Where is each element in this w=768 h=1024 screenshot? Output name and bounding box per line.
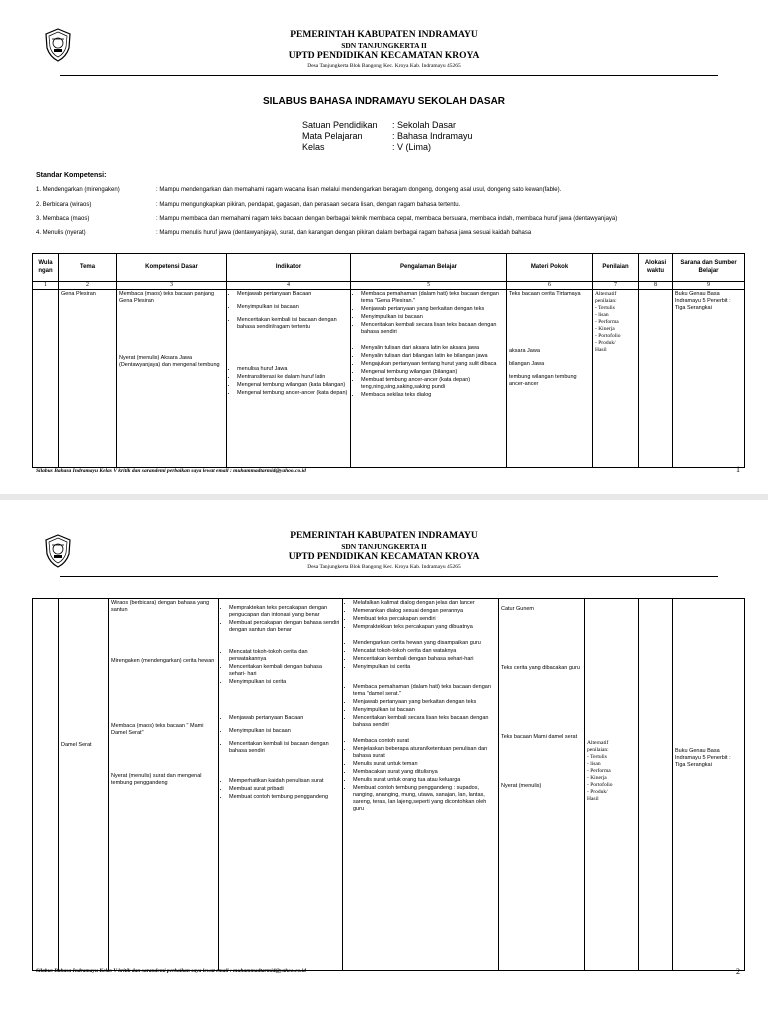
table-row [33, 290, 745, 468]
penilaian-line: Hasil [595, 347, 607, 353]
cell-alokasi [639, 290, 673, 468]
cell-indikator [227, 290, 351, 468]
header-line-2: SDN TANJUNGKERTA II [341, 41, 427, 50]
penilaian-line: - Produk/ [587, 789, 608, 795]
list-item: • Menceritakan kembali secara lisan teks bacaan dengan bahasa sendiri [361, 322, 504, 336]
penilaian-line: Alternatif [587, 740, 609, 746]
indikator-list [221, 649, 340, 686]
page-title: SILABUS BAHASA INDRAMAYU SEKOLAH DASAR [262, 96, 506, 107]
materi-item: tembung wilangan tembung ancer-ancer [509, 374, 577, 387]
identity-key: Mata Pelajaran [302, 131, 363, 141]
header-line-1: PEMERINTAH KABUPATEN INDRAMAYU [290, 30, 478, 40]
list-item: • Mempraktekan teks percakapan dengan pengucapan dan intonasi yang benar [229, 605, 340, 619]
cell-alokasi [639, 599, 673, 971]
page-number: 2 [736, 967, 740, 976]
list-item: • Mencatat tokoh-tokoh cerita dan wataknya [353, 648, 496, 655]
list-item: • Menceritakan kembali isi bacaan dengan bahasa sendiri [229, 741, 340, 755]
tema-item: Damel Serat [61, 742, 92, 748]
cell-tema: Gena Plesiran [59, 290, 117, 468]
list-item: • Membaca sekilas teks dialog [361, 392, 504, 399]
materi-item: Nyerat (menulis) [501, 783, 542, 789]
list-item: • Membacakan surat yang ditulisnya [353, 769, 496, 776]
materi-item: Teks cerita yang dibacakan guru [501, 665, 580, 671]
list-item: • menulisa huruf Jawa [237, 366, 348, 373]
header-address: Desa Tanjungkerta Blok Bangong Kec. Kroya Kab. Indramayu 45265 [307, 564, 461, 570]
col-number: 4 [227, 282, 351, 290]
col-header: Tema [59, 254, 117, 282]
list-item: • Membuat surat pribadi [229, 786, 340, 793]
page-1 [0, 0, 768, 494]
materi-item: Teks bacaan cerita Tirtamaya [509, 291, 581, 297]
penilaian-line: Alternatif [595, 291, 617, 297]
page-number: 1 [736, 465, 740, 474]
list-item: • Membuat teks percakapan sendiri [353, 616, 496, 623]
sk-value: : Mampu mengungkapkan pikiran, pendapat, gagasan, dan perasaan secara lisan, dengan ragam bahasa tertentu. [156, 202, 461, 208]
header-divider [60, 576, 718, 577]
syllabus-table [32, 253, 745, 468]
list-item: • Mengenal tembung wilangan (kata bilangan) [237, 382, 348, 389]
penilaian-line: - Produk/ [595, 340, 616, 346]
cell-wulangan [33, 599, 59, 971]
list-item: • Menceritakan kembali dengan bahasa sehari-hari [353, 656, 496, 663]
list-item: • Membuat contoh tembung penggandeng : supados, nanging, ananging, mung, utawa, sanajan, lan, lantas, sareng, teras, lan lajeng,seperti yang dicontohkan oleh guru [353, 785, 496, 813]
col-number: 7 [593, 282, 639, 290]
indikator-list [229, 291, 348, 331]
cell-materi [499, 599, 585, 971]
indikator-list [221, 605, 340, 634]
col-header: Sarana dan Sumber Belajar [673, 254, 745, 282]
identity-block [302, 120, 473, 153]
page-footer: Silabus Bahasa Indramayu Kelas V kritik dan sarandemi perbaikan saya lewat email : muhammadtarmid@yahoo.co.id [36, 968, 306, 974]
penilaian-line: - lisan [595, 312, 609, 318]
header-line-3: UPTD PENDIDIKAN KECAMATAN KROYA [288, 51, 480, 61]
list-item: • Menyimpulkan isi bacaan [361, 314, 504, 321]
list-item: • Membuat contoh tembung penggandeng [229, 794, 340, 801]
kd-item: Nyerat (menulis) Aksara Jawa (Dentawyanjaya) dan mengenal tembung [119, 355, 220, 368]
sk-item [36, 216, 756, 222]
list-item: • Mengajukan pertanyaan tentang hurut yang sulit dibaca [361, 361, 504, 368]
list-item: • Menjelaskan beberapa aturan/ketentuan penulisan dan bahasa surat [353, 746, 496, 760]
cell-tema [59, 599, 109, 971]
materi-item: bilangan Jawa [509, 361, 545, 367]
sk-key: 2. Berbicara (wiraos) [36, 202, 92, 208]
list-item: • Menjawab pertanyaan yang berkaitan dengan teks [353, 699, 496, 706]
page-footer: Silabus Bahasa Indramayu Kelas V kritik dan sarandemi perbaikan saya lewat email : muhammadtarmid@yahoo.co.id [36, 468, 306, 474]
list-item: • Menceritakan kembali secara lisan teks bacaan dengan bahasa sendiri [353, 715, 496, 729]
identity-row [302, 142, 473, 153]
table-row [33, 599, 745, 971]
penilaian-line: - Kinerja [595, 326, 615, 332]
pengalaman-list [345, 640, 496, 671]
pengalaman-list [353, 345, 504, 399]
penilaian-line: - Performa [587, 768, 611, 774]
list-item: • Menceritakan kembali dengan bahasa sehari- hari [229, 664, 340, 678]
identity-row [302, 131, 473, 142]
list-item: • Menyimpulkan isi cerita [353, 664, 496, 671]
col-header: Indikator [227, 254, 351, 282]
penilaian-line: - Portofolio [587, 782, 613, 788]
indikator-list [229, 366, 348, 397]
list-item: • Menceritakan kembali isi bacaan dengan bahasa sendiri/ragam tertentu [237, 317, 348, 331]
col-number: 1 [33, 282, 59, 290]
penilaian-line: - Kinerja [587, 775, 607, 781]
list-item: • Memperhatikan kaidah penulisan surat [229, 778, 340, 785]
col-number: 5 [351, 282, 507, 290]
identity-value: : V (Lima) [392, 142, 432, 152]
list-item: • Mentransliterasi ke dalam huruf latin [237, 374, 348, 381]
col-number: 8 [639, 282, 673, 290]
column-number-row [33, 282, 745, 290]
pengalaman-list [353, 291, 504, 336]
col-header: Pengalaman Belajar [351, 254, 507, 282]
kd-item: Membaca (maos) teks bacaan " Mami Damel Serat" [111, 723, 204, 736]
col-header: Penilaian [593, 254, 639, 282]
cell-penilaian [593, 290, 639, 468]
list-item: • Mendengarkan cerita hewan yang disampaikan guru [353, 640, 496, 647]
col-header: Wula ngan [33, 254, 59, 282]
header-line-1: PEMERINTAH KABUPATEN INDRAMAYU [290, 531, 478, 541]
page-2 [0, 500, 768, 1024]
cell-indikator [219, 599, 343, 971]
cell-kompetensi [109, 599, 219, 971]
sk-key: 3. Membaca (maos) [36, 216, 90, 222]
list-item: • Membuat percakapan dengan bahasa sendiri dengan santun dan benar [229, 620, 340, 634]
materi-item: Teks bacaan Mami damel serat [501, 734, 578, 740]
col-header: Kompetensi Dasar [117, 254, 227, 282]
list-item: • Membuat tembung ancer-ancer (kata depan) teng,ning,sing,saking,saking pundi [361, 377, 504, 391]
header-line-3: UPTD PENDIDIKAN KECAMATAN KROYA [288, 552, 480, 562]
cell-materi [507, 290, 593, 468]
sk-value: : Mampu mendengarkan dan memahami ragam wacana lisan melalui mendengarkan beragam dongeng, dongeng asal usul, dongeng sato kewan(fable). [156, 187, 562, 193]
identity-key: Kelas [302, 142, 325, 152]
letterhead [0, 30, 768, 71]
list-item: • Menyimpulkan isi bacaan [229, 728, 340, 735]
list-item: • Menjawab pertanyaan Bacaan [237, 291, 348, 298]
col-number: 3 [117, 282, 227, 290]
header-divider [60, 75, 718, 76]
col-number: 6 [507, 282, 593, 290]
cell-sarana: Buku Genau Basa Indramayu 5 Penerbit : Tiga Serangkai [673, 290, 745, 468]
list-item: • Membaca contoh surat [353, 738, 496, 745]
list-item: • Mengenal tembung ancer-ancer (kata depan) [237, 390, 348, 397]
identity-value: : Bahasa Indramayu [392, 131, 473, 141]
sk-value: : Mampu membaca dan memahami ragam teks bacaan dengan berbagai teknik membaca cepat, membaca bersuara, membaca indah, membaca huruf jawa (dentawyanjaya) [156, 216, 618, 222]
list-item: • Menulis surat untuk orang tua atau keluarga [353, 777, 496, 784]
sarana-item: Buku Genau Basa Indramayu 5 Penerbit : Tiga Serangkai [675, 748, 731, 768]
cell-kompetensi [117, 290, 227, 468]
sk-item [36, 202, 756, 208]
list-item: • Mempraktekkan teks percakapan yang dibuatnya [353, 624, 496, 631]
cell-sarana [673, 599, 745, 971]
col-number: 2 [59, 282, 117, 290]
cell-penilaian [585, 599, 639, 971]
penilaian-line: - lisan [587, 761, 601, 767]
header-address: Desa Tanjungkerta Blok Bangong Kec. Kroya Kab. Indramayu 45265 [307, 63, 461, 69]
list-item: • Menyimpulkan isi bacaan [237, 304, 348, 311]
list-item: • Menjawab pertanyaan Bacaan [229, 715, 340, 722]
pengalaman-list [345, 684, 496, 729]
sk-item [36, 230, 756, 236]
standar-kompetensi-title: Standar Kompetensi: [36, 172, 107, 179]
kd-item: Membaca (maos) teks bacaan panjang Gena Plesiran [119, 291, 215, 304]
materi-item: Catur Gunem [501, 606, 535, 612]
letterhead [0, 531, 768, 572]
penilaian-line: penilaian: [595, 298, 617, 304]
list-item: • Membaca pemahaman (dalam hati) teks bacaan dengan tema "Gena Plesiran." [361, 291, 504, 305]
list-item: • Menyimpulkan isi bacaan [353, 707, 496, 714]
penilaian-line: - Portofolio [595, 333, 621, 339]
list-item: • Memerankan dialog sesuai dengan perannya [353, 608, 496, 615]
cell-pengalaman [343, 599, 499, 971]
syllabus-table-continued [32, 598, 745, 971]
kd-item: Mirengaken (mendengarkan) cerita hewan [111, 658, 215, 664]
penilaian-line: penilaian: [587, 747, 609, 753]
list-item: • Menulis surat untuk teman [353, 761, 496, 768]
kd-item: Wiraos (berbicara) dengan bahasa yang santun [111, 600, 210, 613]
list-item: • Menjawab pertanyaan yang berkaitan dengan teks [361, 306, 504, 313]
header-line-2: SDN TANJUNGKERTA II [341, 542, 427, 551]
penilaian-line: - Tertulis [595, 305, 615, 311]
list-item: • Menyalin tulisan dari aksara latin ke aksara jawa [361, 345, 504, 352]
col-header: Alokasi waktu [639, 254, 673, 282]
list-item: • Membaca pemahaman (dalam hati) teks bacaan dengan tema "damel serat." [353, 684, 496, 698]
cell-wulangan [33, 290, 59, 468]
sk-key: 1. Mendengarkan (mirengaken) [36, 187, 120, 193]
list-item: • Mencatat tokoh-tokoh cerita dan perwatakannya [229, 649, 340, 663]
cell-pengalaman [351, 290, 507, 468]
sk-value: : Mampu menulis huruf jawa (dentawyanjaya), surat, dan karangan dengan pikiran dalam berbagai ragam bahasa jawa sesuai kaidah bahasa [156, 230, 532, 236]
indikator-list [221, 715, 340, 755]
pengalaman-list [345, 738, 496, 813]
identity-key: Satuan Pendidikan [302, 120, 378, 130]
materi-item: aksara Jawa [509, 348, 540, 354]
list-item: • Melafalkan kalimat dialog dengan jelas dan lancer [353, 600, 496, 607]
kd-item: Nyerat (menulis) surat dan mengenal tembung penggandeng [111, 773, 202, 786]
sk-item [36, 187, 756, 193]
identity-row [302, 120, 473, 131]
col-header: Materi Pokok [507, 254, 593, 282]
sk-key: 4. Menulis (nyerat) [36, 230, 86, 236]
pengalaman-list [345, 600, 496, 631]
col-number: 9 [673, 282, 745, 290]
table-header-row [33, 254, 745, 282]
penilaian-line: Hasil [587, 796, 599, 802]
list-item: • Menyalin tulisan dari bilangan latin ke bilangan jawa [361, 353, 504, 360]
penilaian-line: - Tertulis [587, 754, 607, 760]
list-item: • Mengenal tembung wilangan (bilangan) [361, 369, 504, 376]
list-item: • Menyimpulkan isi cerita [229, 679, 340, 686]
indikator-list [221, 778, 340, 801]
penilaian-line: - Performa [595, 319, 619, 325]
identity-value: : Sekolah Dasar [392, 120, 457, 130]
